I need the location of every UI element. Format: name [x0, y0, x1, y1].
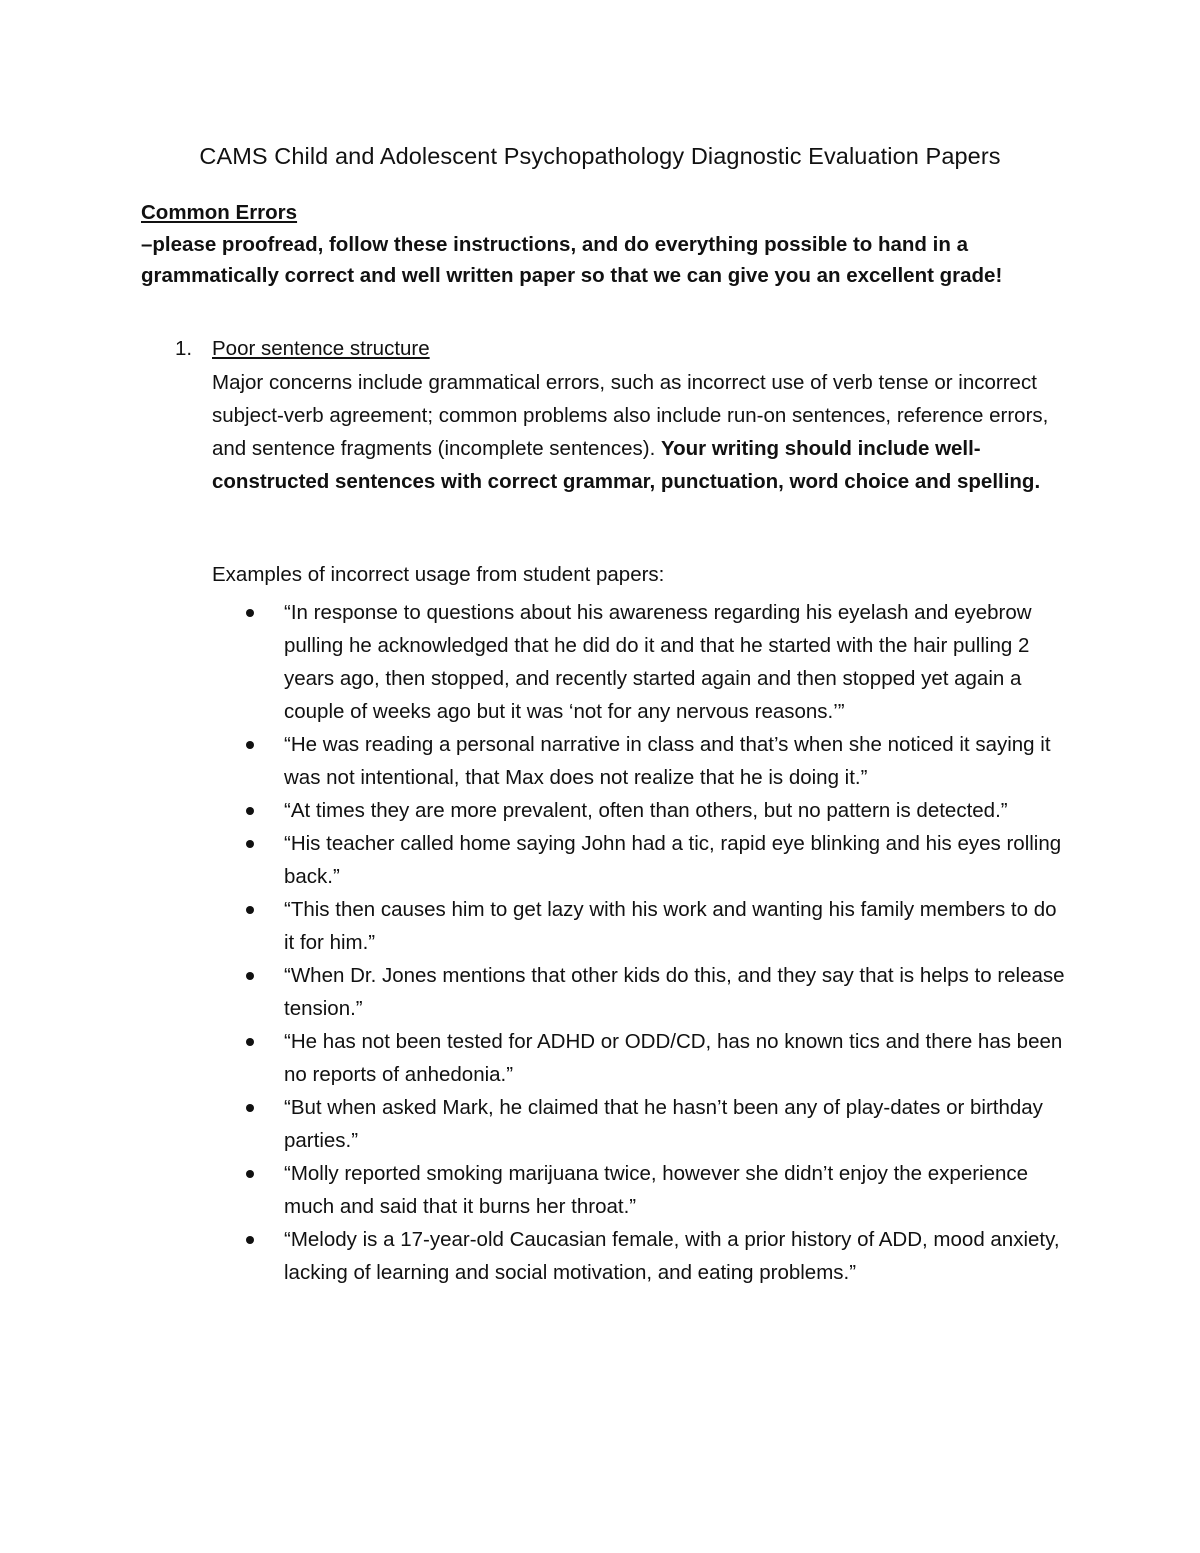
- bullet-icon: [246, 906, 254, 914]
- instructions-text: –please proofread, follow these instructions, and do everything possible to hand in a grammatically correct and well written paper so that we can give you an excellent grade!: [141, 233, 1003, 287]
- section-number: 1.: [175, 337, 193, 360]
- example-text: “But when asked Mark, he claimed that he hasn’t been any of play-dates or birthday parties.”: [284, 1096, 1043, 1152]
- section-body-text: Major concerns include grammatical errors, such as incorrect use of verb tense or incorrect subject-verb agreement; common problems also include run-on sentences, reference errors, and sentence fragments (incomplete sentences).: [212, 371, 1049, 460]
- list-item: [212, 959, 1072, 1025]
- bullet-icon: [246, 1038, 254, 1046]
- example-text: “Melody is a 17-year-old Caucasian female, with a prior history of ADD, mood anxiety, lacking of learning and social motivation, and eating problems.”: [284, 1228, 1060, 1284]
- list-item: [212, 827, 1072, 893]
- bullet-icon: [246, 609, 254, 617]
- bullet-icon: [246, 972, 254, 980]
- example-text: “When Dr. Jones mentions that other kids do this, and they say that is helps to release tension.”: [284, 964, 1065, 1020]
- bullet-icon: [246, 1236, 254, 1244]
- section-title: Poor sentence structure: [212, 337, 430, 360]
- bullet-icon: [246, 807, 254, 815]
- list-item: [212, 1091, 1072, 1157]
- example-text: “Molly reported smoking marijuana twice, however she didn’t enjoy the experience much and said that it burns her throat.”: [284, 1162, 1029, 1218]
- example-text: “This then causes him to get lazy with his work and wanting his family members to do it for him.”: [284, 898, 1057, 954]
- example-text: “He was reading a personal narrative in class and that’s when she noticed it saying it was not intentional, that Max does not realize that he is doing it.”: [284, 733, 1051, 789]
- list-item: [212, 1223, 1072, 1289]
- section-body: [212, 366, 1072, 498]
- list-item: [212, 1025, 1072, 1091]
- document-title: CAMS Child and Adolescent Psychopathology Diagnostic Evaluation Papers: [199, 143, 1001, 169]
- bullet-icon: [246, 840, 254, 848]
- bullet-icon: [246, 741, 254, 749]
- list-item: [212, 1157, 1072, 1223]
- common-errors-heading: Common Errors: [141, 201, 298, 224]
- example-text: “In response to questions about his awareness regarding his eyelash and eyebrow pulling he acknowledged that he did do it and that he started with the hair pulling 2 years ago, then stopped, and recently started again and then stopped yet again a couple of weeks ago but it was ‘not for any nervous reasons.’”: [284, 601, 1032, 723]
- list-item: [212, 794, 1072, 827]
- bullet-icon: [246, 1170, 254, 1178]
- example-text: “He has not been tested for ADHD or ODD/CD, has no known tics and there has been no reports of anhedonia.”: [284, 1030, 1063, 1086]
- list-item: [212, 893, 1072, 959]
- list-item: [212, 728, 1072, 794]
- section-body-emphasis: Your writing should include well-constructed sentences with correct grammar, punctuation, word choice and spelling.: [212, 437, 1041, 493]
- bullet-icon: [246, 1104, 254, 1112]
- example-text: “His teacher called home saying John had a tic, rapid eye blinking and his eyes rolling back.”: [284, 832, 1062, 888]
- example-text: “At times they are more prevalent, often than others, but no pattern is detected.”: [284, 799, 1008, 822]
- examples-intro: Examples of incorrect usage from student papers:: [212, 563, 665, 586]
- examples-list: [212, 596, 1072, 1289]
- list-item: [212, 596, 1072, 728]
